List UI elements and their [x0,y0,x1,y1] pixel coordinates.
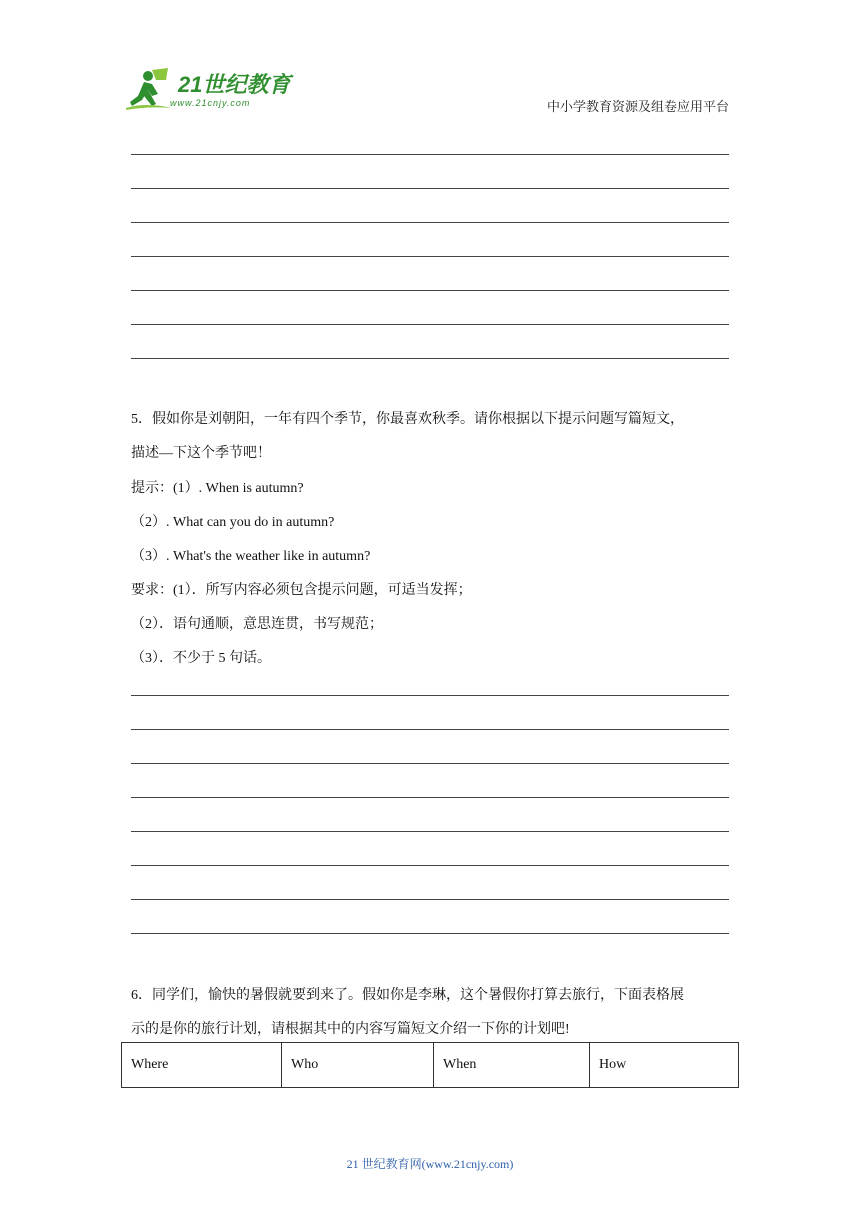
answer-line[interactable] [131,763,729,764]
page-footer[interactable]: 21 世纪教育网(www.21cnjy.com) [346,1157,514,1171]
question-5-hint-2: （2）. What can you do in autumn? [131,515,335,530]
table-header-when: When [434,1043,590,1088]
question-5-hint-3: （3）. What's the weather like in autumn? [131,549,371,564]
question-5-requirement-3: （3）．不少于 5 句话。 [131,651,271,666]
question-5-requirement-2: （2）．语句通顺，意思连贯，书写规范； [131,617,383,632]
answer-line[interactable] [131,154,729,155]
travel-plan-table [121,1042,739,1088]
table-header-who: Who [282,1043,434,1088]
answer-line[interactable] [131,290,729,291]
answer-line[interactable] [131,324,729,325]
table-header-how: How [590,1043,739,1088]
question-5-hint-1: 提示：(1）. When is autumn? [131,481,304,496]
answer-line[interactable] [131,188,729,189]
answer-line[interactable] [131,695,729,696]
answer-line[interactable] [131,831,729,832]
answer-line[interactable] [131,729,729,730]
page-header [0,0,860,130]
site-logo[interactable] [122,66,292,118]
table-row [122,1043,739,1088]
platform-tagline: 中小学教育资源及组卷应用平台 [546,99,729,114]
answer-line[interactable] [131,865,729,866]
answer-line[interactable] [131,222,729,223]
question-5-prompt-line-1: 5．假如你是刘朝阳，一年有四个季节，你最喜欢秋季。请你根据以下提示问题写篇短文， [131,412,684,427]
question-5-requirement-1: 要求：(1）．所写内容必须包含提示问题，可适当发挥； [131,583,472,598]
question-6-prompt-line-1: 6．同学们，愉快的暑假就要到来了。假如你是李琳，这个暑假你打算去旅行，下面表格展 [131,988,684,1003]
logo-url: www.21cnjy.com [170,98,251,108]
logo-text: 21世纪教育 [178,72,291,97]
runner-logo-icon [122,66,182,116]
answer-line[interactable] [131,358,729,359]
answer-line[interactable] [131,899,729,900]
answer-line[interactable] [131,933,729,934]
question-5-prompt-line-2: 描述—下这个季节吧！ [131,446,271,461]
question-6-prompt-line-2: 示的是你的旅行计划，请根据其中的内容写篇短文介绍一下你的计划吧! [131,1022,570,1037]
answer-line[interactable] [131,256,729,257]
table-header-where: Where [122,1043,282,1088]
answer-line[interactable] [131,797,729,798]
